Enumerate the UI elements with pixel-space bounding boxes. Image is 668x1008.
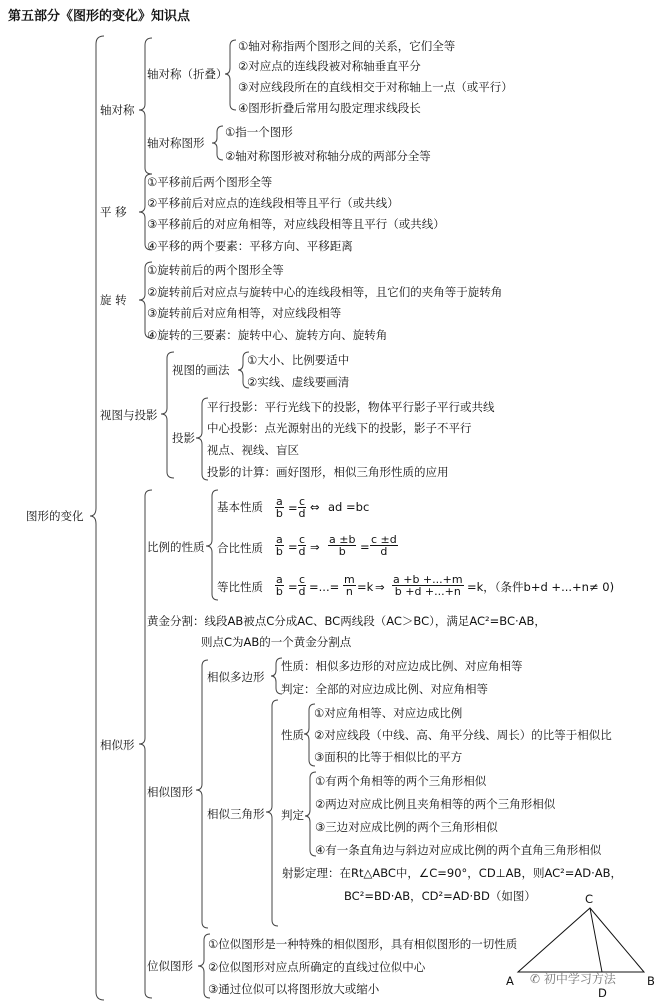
wechat-icon: ✆ [530, 972, 541, 986]
list-item: ②轴对称图形被对称轴分成的两部分全等 [225, 149, 431, 163]
list-item: ②位似图形对应点所确定的直线过位似中心 [208, 960, 426, 974]
topic-shitu-a: 视图的画法 [172, 363, 230, 377]
list-item: ③三边对应成比例的两个三角形相似 [315, 820, 498, 834]
list-item: ②实线、虚线要画清 [247, 375, 350, 389]
hebi-label: 合比性质 [217, 541, 263, 555]
triangle-abc [518, 908, 644, 972]
fraction: $\frac{a \pm b}{b}$ [329, 533, 356, 558]
list-item: 判定：全部的对应边成比例、对应角相等 [281, 682, 488, 696]
list-item: ①轴对称指两个图形之间的关系，它们全等 [238, 39, 456, 53]
brace-xsx [196, 660, 208, 928]
fraction: $\frac{a}{b}$ [275, 573, 283, 598]
topic-xuan: 旋 转 [100, 293, 127, 307]
projection-theorem: 射影定理：在Rt△ABC中，∠C=90°，CD⊥AB，则AC²=AD·AB， [282, 866, 623, 880]
iff-arrow: ⇔ [310, 500, 320, 514]
list-item: ①平移前后两个图形全等 [147, 175, 273, 189]
altitude-cd [590, 908, 602, 972]
brace-sanjiao [266, 700, 278, 926]
list-item: ①位似图形是一种特殊的相似图形，具有相似图形的一切性质 [208, 937, 518, 951]
topic-shitu-b: 投影 [172, 431, 195, 445]
topic-weisi: 位似图形 [147, 959, 193, 973]
formula: =k，（条件b+d +...+n≠ 0) [467, 580, 615, 594]
list-item: ②平移前后对应点的连线段相等且平行（或共线） [147, 196, 399, 210]
topic-bili: 比例的性质 [147, 540, 205, 554]
list-item: 性质：相似多边形的对应边成比例、对应角相等 [281, 659, 523, 673]
list-item: ④图形折叠后常用勾股定理求线段长 [238, 101, 421, 115]
implies-arrow: ⇒ [375, 580, 385, 594]
list-item: ②旋转前后对应点与旋转中心的连线段相等，且它们的夹角等于旋转角 [147, 285, 503, 299]
brace-xiangsi [139, 490, 152, 998]
point-b-label: B [647, 974, 655, 988]
watermark: ✆ 初中学习方法 [530, 972, 616, 986]
fraction: $\frac{a}{b}$ [275, 495, 283, 520]
fraction: $\frac{c}{d}$ [298, 533, 306, 558]
list-item: 投影的计算：画好图形，相似三角形性质的应用 [207, 465, 449, 479]
projection-figure [518, 908, 644, 972]
golden-section-2: 则点C为AB的一个黄金分割点 [201, 635, 352, 649]
list-item: ③旋转前后对应角相等，对应线段相等 [147, 306, 342, 320]
brace-zhou-b [212, 126, 223, 160]
list-item: ③平移前后的对应角相等，对应线段相等且平行（或共线） [147, 217, 445, 231]
list-item: ③通过位似可以将图形放大或缩小 [208, 982, 380, 996]
formula: ad =bc [328, 500, 370, 514]
topic-zhou-a: 轴对称（折叠） [147, 67, 228, 81]
list-item: 平行投影：平行光线下的投影，物体平行影子平行或共线 [207, 400, 495, 414]
point-a-label: A [506, 974, 514, 988]
panding-label: 判定 [281, 808, 304, 822]
list-item: ②对应点的连线段被对称轴垂直平分 [238, 59, 421, 73]
projection-theorem-2: BC²=BD·AB，CD²=AD·BD（如图） [344, 889, 536, 903]
brace-zhou [139, 38, 152, 174]
topic-duobian: 相似多边形 [207, 670, 265, 684]
list-item: ②对应线段（中线、高、角平分线、周长）的比等于相似比 [314, 728, 612, 742]
list-item: 中心投影：点光源射出的光线下的投影，影子不平行 [207, 421, 472, 435]
topic-zhou-b: 轴对称图形 [147, 136, 205, 150]
fraction: $\frac{c}{d}$ [298, 573, 306, 598]
topic-xiangsi: 相似形 [100, 738, 135, 752]
implies-arrow: ⇒ [310, 540, 320, 554]
list-item: ④有一条直角边与斜边对应成比例的两个直角三角形相似 [315, 843, 602, 857]
formula: =...= [309, 580, 340, 594]
list-item: ①旋转前后的两个图形全等 [147, 263, 284, 277]
list-item: ②两边对应成比例且夹角相等的两个三角形相似 [315, 797, 556, 811]
list-item: ①指一个图形 [225, 125, 293, 139]
golden-section: 黄金分割：线段AB被点C分成AC、BC两线段（AC＞BC），满足AC²=BC·AB， [147, 614, 546, 628]
topic-xsx: 相似图形 [147, 785, 193, 799]
root-topic: 图形的变化 [26, 509, 84, 523]
fraction: $\frac{c}{d}$ [298, 495, 306, 520]
point-c-label: C [585, 892, 594, 906]
topic-sanjiao: 相似三角形 [207, 807, 265, 821]
fraction: $\frac{a +b +...+m}{b +d +...+n}$ [393, 573, 463, 598]
point-d-label: D [598, 986, 607, 1000]
list-item: ①有两个角相等的两个三角形相似 [315, 774, 487, 788]
dengbi-label: 等比性质 [217, 580, 263, 594]
list-item: ①对应角相等、对应边成比例 [314, 706, 463, 720]
topic-zhou: 轴对称 [100, 103, 135, 117]
brace-root [90, 36, 104, 1000]
list-item: ①大小、比例要适中 [247, 353, 350, 367]
list-item: ③对应线段所在的直线相交于对称轴上一点（或平行） [238, 80, 513, 94]
list-item: ③面积的比等于相似比的平方 [314, 750, 463, 764]
formula: =k [357, 580, 374, 594]
topic-shitu: 视图与投影 [100, 408, 158, 422]
fraction: $\frac{a}{b}$ [275, 533, 283, 558]
fraction: $\frac{c \pm d}{d}$ [371, 533, 397, 558]
list-item: ④平移的两个要素：平移方向、平移距离 [147, 239, 353, 253]
list-item: ④旋转的三要素：旋转中心、旋转方向、旋转角 [147, 328, 388, 342]
list-item: 视点、视线、盲区 [207, 443, 299, 457]
topic-ping: 平 移 [100, 205, 127, 219]
xingzhi-label: 性质 [281, 728, 304, 742]
jiben-label: 基本性质 [217, 500, 263, 514]
fraction: $\frac{m}{n}$ [344, 573, 355, 598]
page-title: 第五部分《图形的变化》知识点 [8, 9, 191, 24]
